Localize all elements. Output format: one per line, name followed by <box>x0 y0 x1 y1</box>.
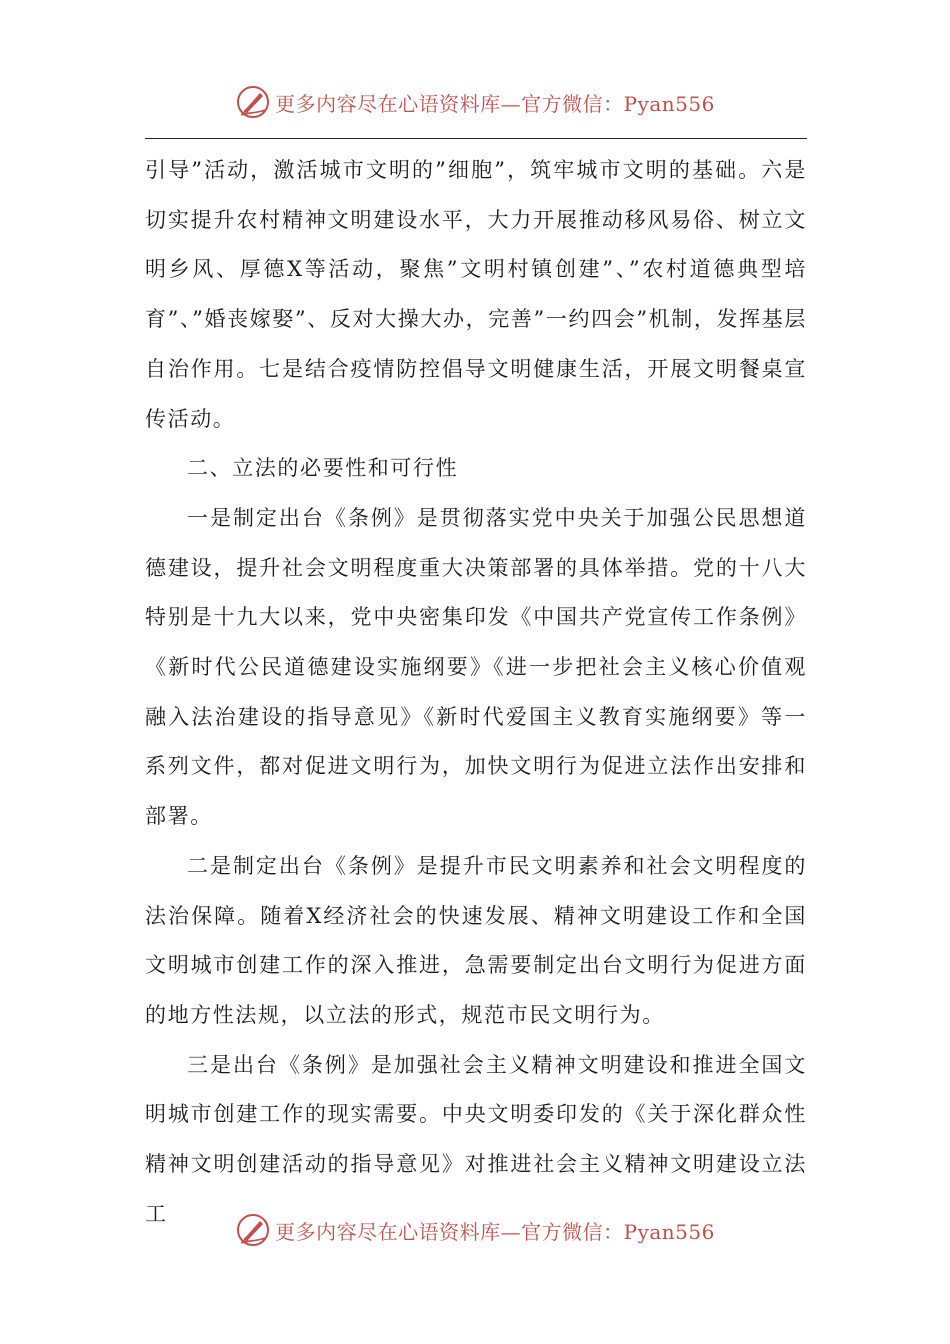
document-body <box>145 146 807 1239</box>
section-heading: 二、立法的必要性和可行性 <box>187 456 459 481</box>
header-banner-text: 更多内容尽在心语资料库—官方微信：Pyan556 <box>275 91 715 116</box>
paragraph-4: 三是出台《条例》是加强社会主义精神文明建设和推进全国文明城市创建工作的现实需要。中央文明委印发的《关于深化群众性精神文明创建活动的指导意见》对推进社会主义精神文明建设立法工 <box>145 1052 807 1226</box>
paragraph-3: 二是制定出台《条例》是提升市民文明素养和社会文明程度的法治保障。随着X经济社会的快速发展、精神文明建设工作和全国文明城市创建工作的深入推进，急需要制定出台文明行为促进方面的地方性法规，以立法的形式，规范市民文明行为。 <box>145 853 807 1027</box>
footer-banner <box>0 1208 950 1252</box>
paragraph-2: 一是制定出台《条例》是贯彻落实党中央关于加强公民思想道德建设，提升社会文明程度重大决策部署的具体举措。党的十八大特别是十九大以来，党中央密集印发《中国共产党宣传工作条例》《新时代公民道德建设实施纲要》《进一步把社会主义核心价值观融入法治建设的指导意见》《新时代爱国主义教育实施纲要》等一系列文件，都对促进文明行为，加快文明行为促进立法作出安排和部署。 <box>145 505 807 829</box>
footer-banner-text: 更多内容尽在心语资料库—官方微信：Pyan556 <box>275 1219 715 1244</box>
pen-logo-icon <box>235 84 271 120</box>
header-divider <box>145 138 807 139</box>
header-banner <box>0 80 950 124</box>
paragraph-1: 引导”活动，激活城市文明的”细胞”，筑牢城市文明的基础。六是切实提升农村精神文明建设水平，大力开展推动移风易俗、树立文明乡风、厚德X等活动，聚焦”文明村镇创建”、”农村道德典型培育”、”婚丧嫁娶”、反对大操大办，完善”一约四会”机制，发挥基层自治作用。七是结合疫情防控倡导文明健康生活，开展文明餐桌宣传活动。 <box>145 158 807 431</box>
pen-logo-icon <box>235 1212 271 1248</box>
